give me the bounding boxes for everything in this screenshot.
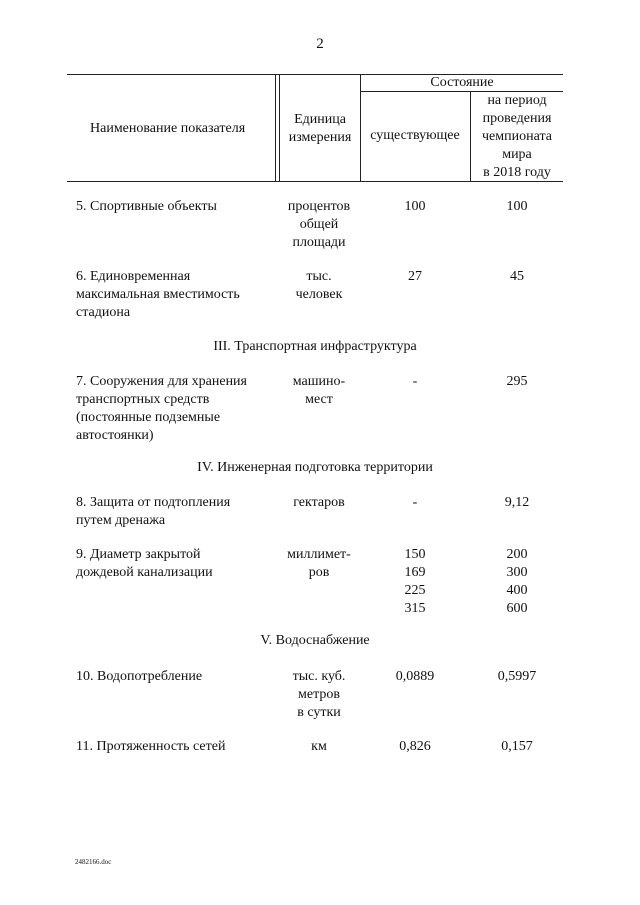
row-10-existing: 0,0889 bbox=[395, 669, 435, 684]
row-10-name: 10. Водопотребление bbox=[76, 669, 203, 684]
row-9-period: 200 300 400 600 bbox=[506, 547, 528, 616]
row-7-unit: машино- мест bbox=[292, 374, 346, 407]
row-9-existing: 150 169 225 315 bbox=[404, 547, 426, 616]
row-5-period: 100 bbox=[506, 199, 528, 214]
header-divider-1 bbox=[275, 74, 276, 181]
section-heading-water-supply: V. Водоснабжение bbox=[260, 633, 370, 648]
row-8-existing: - bbox=[412, 495, 418, 510]
document-file-code: 2482166.doc bbox=[75, 858, 112, 866]
row-11-existing: 0,826 bbox=[399, 739, 431, 754]
row-6-existing: 27 bbox=[408, 269, 422, 284]
row-8-unit: гектаров bbox=[293, 495, 345, 510]
header-divider-2 bbox=[279, 74, 280, 181]
row-11-period: 0,157 bbox=[501, 739, 533, 754]
row-7-existing: - bbox=[412, 374, 418, 389]
row-5-existing: 100 bbox=[404, 199, 426, 214]
row-11-unit: км bbox=[311, 739, 327, 754]
header-existing: существующее bbox=[370, 128, 460, 143]
section-heading-engineering: IV. Инженерная подготовка территории bbox=[197, 460, 433, 475]
row-9-name: 9. Диаметр закрытой дождевой канализации bbox=[76, 547, 213, 580]
row-6-unit: тыс. человек bbox=[295, 269, 343, 302]
row-10-period: 0,5997 bbox=[497, 669, 537, 684]
row-7-name: 7. Сооружения для хранения транспортных средств (постоянные подземные автостоянки) bbox=[76, 374, 247, 443]
header-indicator-name: Наименование показателя bbox=[90, 121, 246, 136]
header-unit: Единица измерения bbox=[288, 112, 352, 145]
row-8-name: 8. Защита от подтопления путем дренажа bbox=[76, 495, 231, 528]
row-5-unit: процентов общей площади bbox=[287, 199, 351, 250]
row-10-unit: тыс. куб. метров в сутки bbox=[292, 669, 346, 720]
page-number: 2 bbox=[316, 36, 324, 52]
header-championship-period: на период проведения чемпионата мира в 2018 году bbox=[482, 93, 552, 180]
row-6-period: 45 bbox=[510, 269, 524, 284]
row-11-name: 11. Протяженность сетей bbox=[76, 739, 226, 754]
row-7-period: 295 bbox=[506, 374, 528, 389]
row-6-name: 6. Единовременная максимальная вместимость стадиона bbox=[76, 269, 240, 320]
row-5-name: 5. Спортивные объекты bbox=[76, 199, 217, 214]
header-state: Состояние bbox=[430, 75, 494, 90]
row-8-period: 9,12 bbox=[504, 495, 530, 510]
section-heading-transport: III. Транспортная инфраструктура bbox=[213, 339, 417, 354]
row-9-unit: миллимет- ров bbox=[287, 547, 351, 580]
